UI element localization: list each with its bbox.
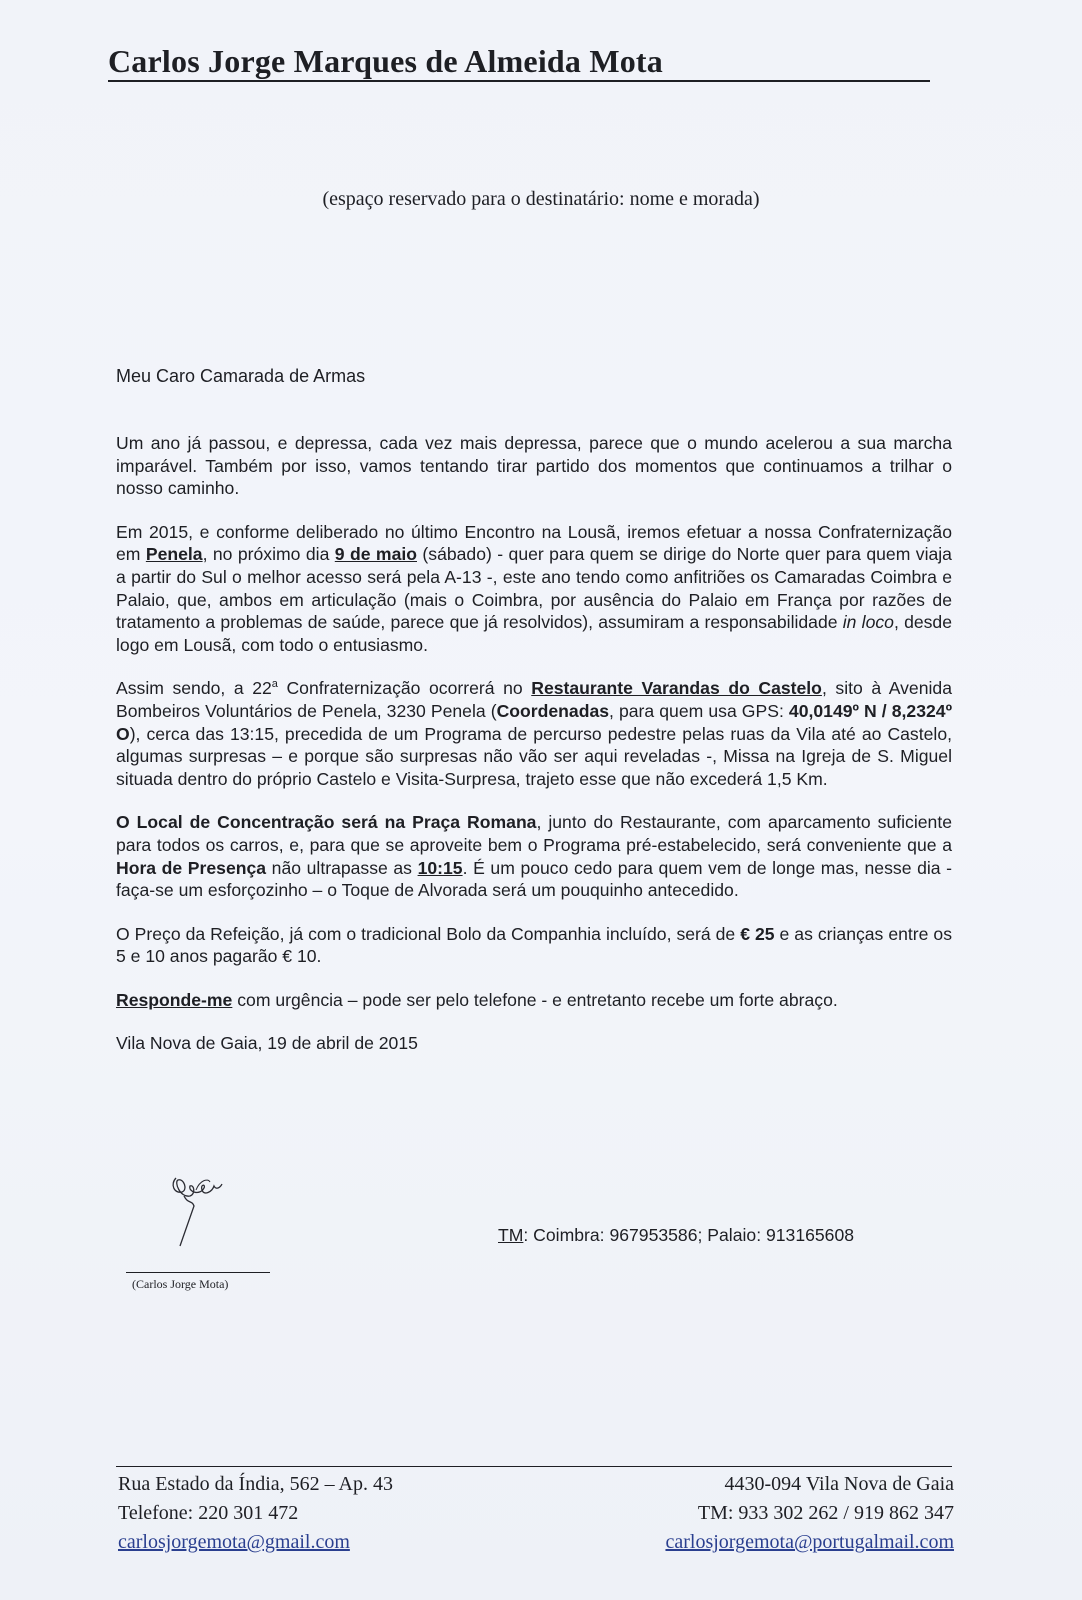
footer-mobile: TM: 933 302 262 / 919 862 347 <box>697 1502 954 1524</box>
restaurant-name: Restaurante Varandas do Castelo <box>531 678 822 699</box>
text: , sito à Avenida Bombeiros Voluntários de Penela, 3230 Penela ( <box>116 678 952 721</box>
coordinates-label: Coordenadas <box>496 700 610 721</box>
footer-divider <box>116 1466 952 1467</box>
text: com urgência – pode ser pelo telefone - e entretanto recebe um forte abraço. <box>232 989 838 1010</box>
gps-coordinates: 40,0149º N / 8,2324º O <box>116 700 952 744</box>
footer-postal: 4430-094 Vila Nova de Gaia <box>724 1473 954 1495</box>
presence-time: 10:15 <box>417 857 463 878</box>
event-date: 9 de maio <box>334 544 417 565</box>
text: Assim sendo, a 22 <box>116 678 272 699</box>
handwritten-signature <box>166 1170 236 1252</box>
meeting-point: O Local de Concentração será na Praça Romana <box>116 812 537 833</box>
location-penela: Penela <box>145 544 203 565</box>
place-date: Vila Nova de Gaia, 19 de abril de 2015 <box>116 1033 418 1054</box>
paragraph-venue <box>116 677 952 790</box>
text: não ultrapasse as <box>266 857 418 878</box>
footer-left <box>118 1470 393 1557</box>
paragraph-price <box>116 923 952 968</box>
text: Confraternização ocorrerá no <box>277 678 532 699</box>
text: (sábado) - quer para quem se dirige do Norte quer para quem viaja a partir do Sul o melhor acesso será pela A-13 -, este ano tendo como anfitriões os Camaradas Coimbra e Palaio, que, ambos em articulação (mais o Coimbra, por ausência do Palaio em França por razões de tratamento a problemas de saúde, parece que já resolvidos), assumiram a responsabilidade <box>116 544 952 633</box>
signature-name: (Carlos Jorge Mota) <box>132 1277 229 1291</box>
signature-line <box>126 1272 270 1273</box>
text: , junto do Restaurante, com aparcamento suficiente para todos os carros, e, para que se aproveite bem o Programa pré-estabelecido, será conveniente que a <box>116 812 952 855</box>
text: , desde logo em Lousã, com todo o entusiasmo. <box>116 612 953 655</box>
text: O Preço da Refeição, já com o tradicional Bolo da Companhia incluído, será de <box>116 923 741 944</box>
tm-label: TM <box>498 1225 524 1245</box>
text: , no próximo dia <box>202 544 335 565</box>
footer-right <box>665 1470 954 1557</box>
contact-mobiles <box>498 1225 854 1246</box>
text: . É um pouco cedo para quem vem de longe mas, nesse dia - faça-se um esforçozinho – o Toque de Alvorada será um pouquinho antecedido. <box>116 857 953 901</box>
letterhead-name: Carlos Jorge Marques de Almeida Mota <box>108 42 930 82</box>
text: ), cerca das 13:15, precedida de um Programa de percurso pedestre pelas ruas da Vila até ao Castelo, algumas surpresas – e porque são surpresas não vão ser aqui reveladas -, Missa na Igreja de S. Miguel situada dentro do próprio Castelo e Visita-Surpresa, trajeto esse que não excederá 1,5 Km. <box>116 723 952 789</box>
footer-address: Rua Estado da Índia, 562 – Ap. 43 <box>118 1473 393 1495</box>
reply-request: Responde-me <box>116 989 233 1010</box>
ordinal-sup: a <box>271 678 278 691</box>
paragraph-meeting-point <box>116 811 952 901</box>
text: , para quem usa GPS: <box>609 700 789 721</box>
paragraph-event <box>116 521 952 657</box>
tm-numbers: : Coimbra: 967953586; Palaio: 913165608 <box>523 1225 855 1245</box>
footer-email-portugalmail[interactable]: carlosjorgemota@portugalmail.com <box>665 1531 954 1553</box>
footer-phone: Telefone: 220 301 472 <box>118 1502 299 1524</box>
recipient-placeholder: (espaço reservado para o destinatário: nome e morada) <box>322 188 760 210</box>
text: e as crianças entre os 5 e 10 anos pagarão € 10. <box>116 923 952 967</box>
in-loco-text: in loco <box>842 612 894 633</box>
footer-email-gmail[interactable]: carlosjorgemota@gmail.com <box>118 1531 350 1553</box>
text: Em 2015, e conforme deliberado no último Encontro na Lousã, iremos efetuar a nossa Confraternização em <box>116 521 952 565</box>
salutation: Meu Caro Camarada de Armas <box>116 366 366 386</box>
presence-time-label: Hora de Presença <box>116 857 267 878</box>
meal-price: € 25 <box>740 923 775 944</box>
paragraph-reply <box>116 989 952 1012</box>
paragraph-intro: Um ano já passou, e depressa, cada vez mais depressa, parece que o mundo acelerou a sua marcha imparável. Também por isso, vamos tentando tirar partido dos momentos que continuamos a trilhar o nosso caminho. <box>116 433 952 499</box>
letter-body <box>116 432 952 1076</box>
